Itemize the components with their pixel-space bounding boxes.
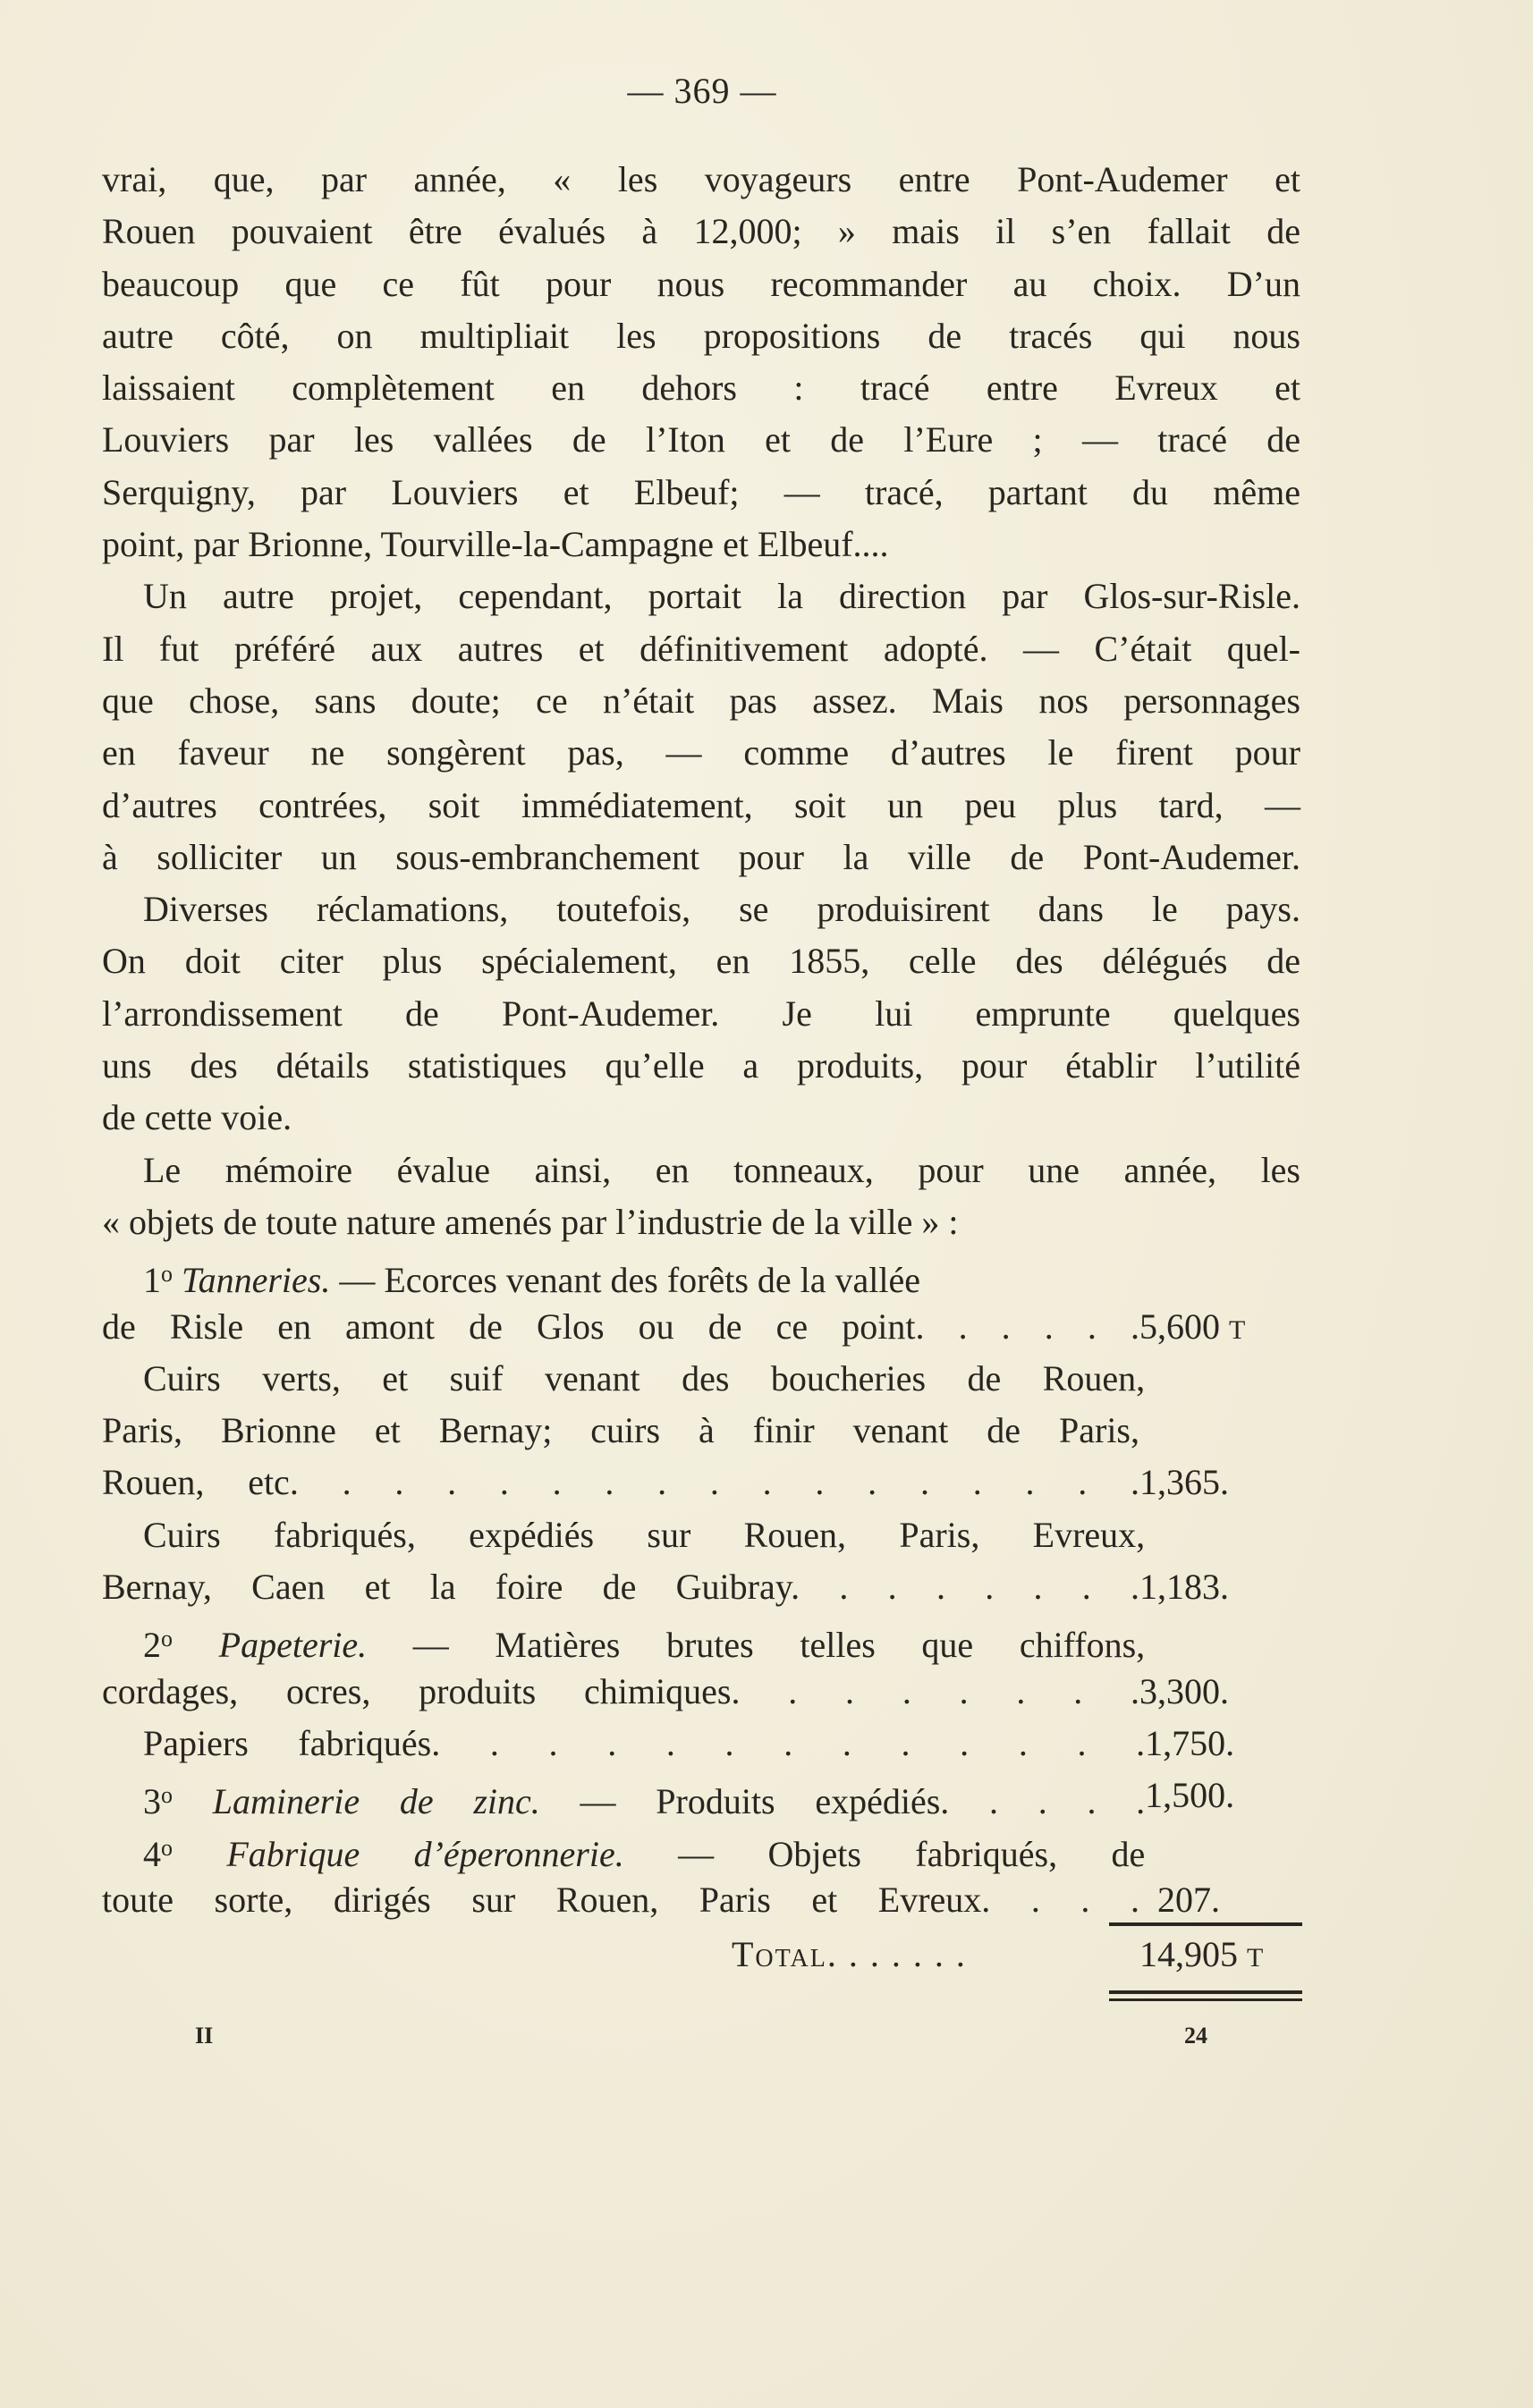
double-rule-bottom bbox=[1109, 1998, 1302, 2001]
item-number: 1 bbox=[143, 1260, 161, 1301]
text-line: laissaient complètement en dehors : tracé entre Evreux et bbox=[102, 368, 1300, 409]
tanneries-sub1 bbox=[102, 1353, 1300, 1405]
total-row bbox=[102, 1933, 1300, 1985]
quantity: 207. bbox=[1157, 1879, 1220, 1920]
text-line: Un autre projet, cependant, portait la direction par Glos-sur-Risle. bbox=[143, 576, 1300, 617]
unit: T bbox=[1247, 1943, 1265, 1973]
total-value: 14,905 bbox=[1139, 1934, 1238, 1974]
item-number: 3 bbox=[143, 1781, 161, 1822]
item-title: Papeterie. bbox=[218, 1625, 368, 1666]
item-ordinal: o bbox=[161, 1782, 173, 1809]
tanneries-sub2 bbox=[102, 1509, 1300, 1561]
quantity: 1,750. bbox=[1145, 1722, 1235, 1763]
tanneries-sub1 bbox=[102, 1405, 1300, 1457]
text-line: de cette voie. bbox=[102, 1097, 292, 1138]
body-text bbox=[102, 154, 1300, 1926]
double-rule-top bbox=[1109, 1990, 1302, 1994]
item-text: toute sorte, dirigés sur Rouen, Paris et Evreux. . . . bbox=[102, 1879, 1139, 1920]
item-text: Cuirs fabriqués, expédiés sur Rouen, Paris, Evreux, bbox=[143, 1514, 1146, 1555]
item-number: 4 bbox=[143, 1833, 161, 1874]
page-number: — 369 — bbox=[627, 71, 777, 111]
tanneries-heading bbox=[102, 1248, 1300, 1300]
text-line: Rouen pouvaient être évalués à 12,000; » mais il s’en fallait de bbox=[102, 211, 1300, 252]
unit: T bbox=[1229, 1314, 1247, 1345]
item-ordinal: o bbox=[161, 1834, 173, 1861]
papeterie-sub1 bbox=[102, 1718, 1300, 1770]
laminerie-entry bbox=[102, 1770, 1300, 1821]
text-line: en faveur ne songèrent pas, — comme d’autres le firent pour bbox=[102, 732, 1300, 773]
quantity: 5,600 bbox=[1139, 1305, 1220, 1347]
item-text: Paris, Brionne et Bernay; cuirs à finir venant de Paris, bbox=[102, 1410, 1139, 1451]
text-line: l’arrondissement de Pont-Audemer. Je lui emprunte quelques bbox=[102, 993, 1300, 1034]
text-line: Il fut préféré aux autres et définitivement adopté. — C’était quel- bbox=[102, 628, 1300, 669]
item-text: — Objets fabriqués, de bbox=[623, 1833, 1146, 1874]
text-line: Le mémoire évalue ainsi, en tonneaux, pour une année, les bbox=[143, 1149, 1300, 1190]
signature-mark-left: II bbox=[195, 2023, 214, 2049]
item-ordinal: o bbox=[161, 1261, 173, 1288]
sum-rule bbox=[1109, 1922, 1302, 1926]
item-text: cordages, ocres, produits chimiques. . . . . . . . bbox=[102, 1670, 1139, 1711]
item-title: Laminerie de zinc. bbox=[212, 1781, 540, 1822]
item-text: — Produits expédiés. . . . . bbox=[539, 1781, 1146, 1822]
quantity: 1,365. bbox=[1139, 1462, 1229, 1503]
text-line: point, par Brionne, Tourville-la-Campagne et Elbeuf.... bbox=[102, 524, 889, 565]
signature-mark-right: 24 bbox=[1184, 2023, 1207, 2049]
item-text: de Risle en amont de Glos ou de ce point. . . . . . bbox=[102, 1305, 1139, 1347]
eperonnerie-entry-1 bbox=[102, 1874, 1300, 1926]
text-line: autre côté, on multipliait les propositions de tracés qui nous bbox=[102, 315, 1300, 356]
tanneries-sub2 bbox=[102, 1561, 1300, 1613]
text-line: Diverses réclamations, toutefois, se produisirent dans le pays. bbox=[143, 889, 1300, 930]
text-line: Serquigny, par Louviers et Elbeuf; — tracé, partant du même bbox=[102, 471, 1300, 512]
eperonnerie-heading bbox=[102, 1822, 1300, 1874]
item-number: 2 bbox=[143, 1625, 161, 1666]
quantity: 1,183. bbox=[1139, 1567, 1229, 1608]
text-line: vrai, que, par année, « les voyageurs entre Pont-Audemer et bbox=[102, 159, 1300, 199]
papeterie-heading bbox=[102, 1613, 1300, 1665]
total-label: Total. . . . . . . bbox=[732, 1934, 967, 1974]
tanneries-sub1 bbox=[102, 1457, 1300, 1508]
text-line: Louviers par les vallées de l’Iton et de l’Eure ; — tracé de bbox=[102, 419, 1300, 460]
text-line: « objets de toute nature amenés par l’industrie de la ville » : bbox=[102, 1201, 959, 1242]
item-text: — Matières brutes telles que chiffons, bbox=[367, 1625, 1146, 1666]
item-text: — Ecorces venant des forêts de la vallée bbox=[330, 1260, 921, 1301]
item-text: Rouen, etc. . . . . . . . . . . . . . . . . bbox=[102, 1462, 1139, 1503]
quantity: 3,300. bbox=[1139, 1670, 1229, 1711]
text-line: On doit citer plus spécialement, en 1855, celle des délégués de bbox=[102, 941, 1300, 982]
item-title: Fabrique d’éperonnerie. bbox=[226, 1833, 624, 1874]
item-text: Cuirs verts, et suif venant des boucheries de Rouen, bbox=[143, 1357, 1146, 1398]
item-title: Tanneries. bbox=[182, 1260, 331, 1301]
item-ordinal: o bbox=[161, 1626, 173, 1652]
papeterie-entry-1 bbox=[102, 1666, 1300, 1718]
item-text: Papiers fabriqués. . . . . . . . . . . . . bbox=[143, 1722, 1146, 1763]
quantity: 1,500. bbox=[1145, 1775, 1235, 1816]
text-line: à solliciter un sous-embranchement pour la ville de Pont-Audemer. bbox=[102, 836, 1300, 877]
text-line: d’autres contrées, soit immédiatement, soit un peu plus tard, — bbox=[102, 784, 1300, 825]
text-line: beaucoup que ce fût pour nous recommander au choix. D’un bbox=[102, 263, 1300, 304]
item-text: Bernay, Caen et la foire de Guibray. . . . . . . . bbox=[102, 1567, 1139, 1608]
text-line: que chose, sans doute; ce n’était pas assez. Mais nos personnages bbox=[102, 680, 1300, 721]
text-line: uns des détails statistiques qu’elle a produits, pour établir l’utilité bbox=[102, 1045, 1300, 1086]
tanneries-entry-1 bbox=[102, 1301, 1300, 1353]
